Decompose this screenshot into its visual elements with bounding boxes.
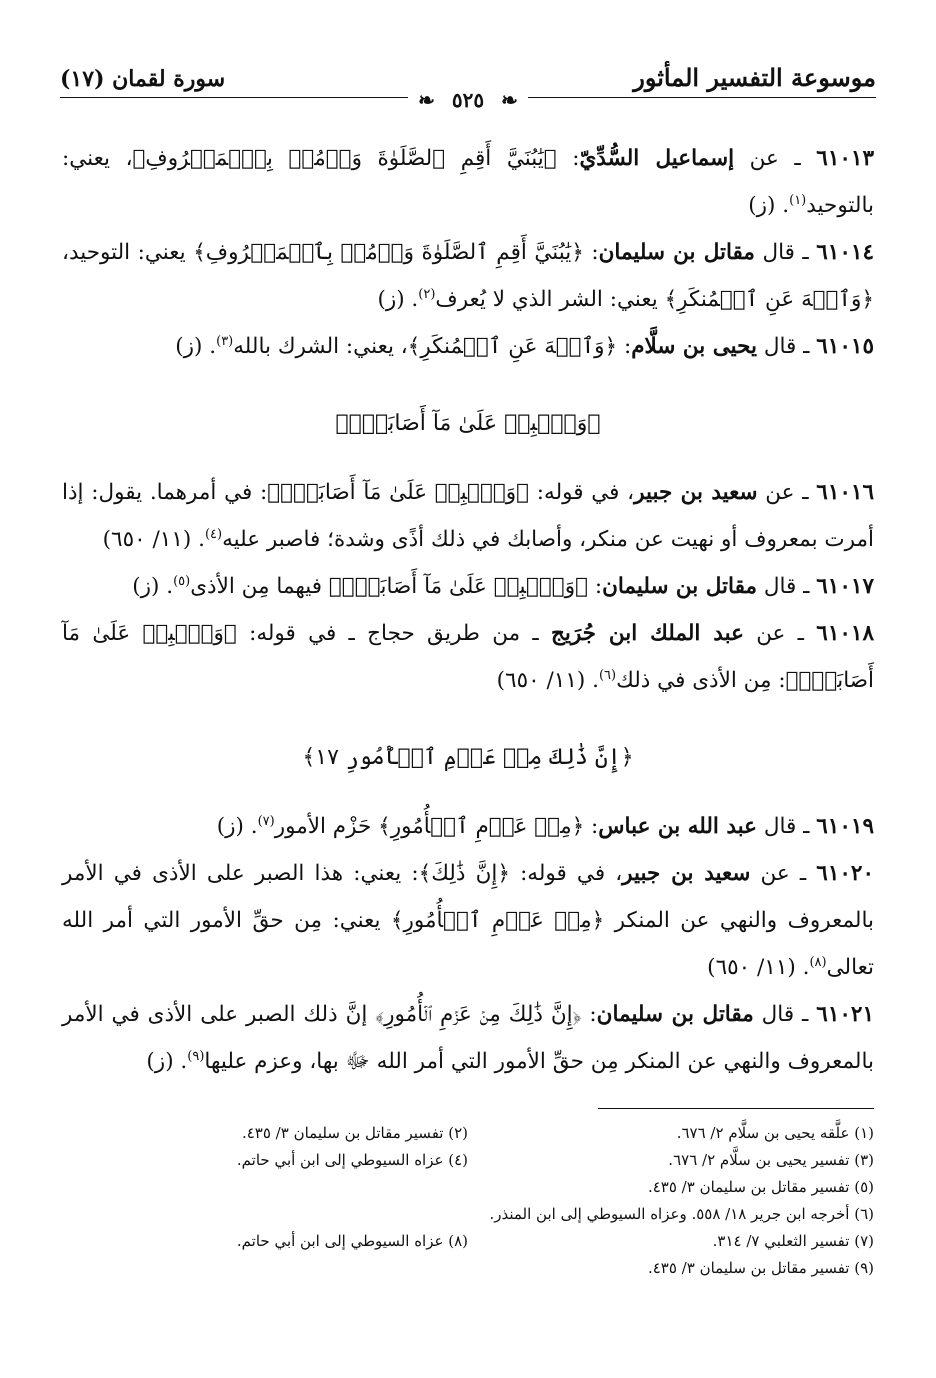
entry-text: يعني: التوحيد،	[62, 240, 194, 265]
quran-quote: ﴿وَٱصۡبِرۡ عَلَىٰ مَآ أَصَابَكَۖ﴾	[62, 621, 874, 693]
footnote-item: (٨) عزاه السيوطي إلى ابن أبي حاتم.	[236, 1232, 468, 1250]
verse-heading: ﴿وَٱصۡبِرۡ عَلَىٰ مَآ أَصَابَكَۖ﴾	[335, 411, 601, 436]
footnote-ref[interactable]: (٣)	[216, 333, 234, 349]
entry-text: يعني: مِن حقِّ الأمور التي أمر الله تعالى	[62, 908, 874, 980]
footnote-divider	[598, 1108, 874, 1109]
narrator-name: يحيى بن سلَّام	[631, 334, 757, 359]
entry-number: ٦١٠٢٠	[816, 861, 875, 886]
entry-source: . (١١/ ٦٥٠)	[707, 955, 810, 980]
entry-source: . (ز)	[175, 334, 217, 359]
page-header	[60, 58, 876, 92]
entry-source: . (١١/ ٦٥٠)	[102, 527, 205, 552]
entry-text: : في أمرهما. يقول: إذا أمرت بمعروف أو نهيت عن منكر، وأصابك في ذلك أذًى وشدة؛ فاصبر عليه	[62, 480, 874, 552]
entry-connector: :	[587, 574, 603, 599]
entry-connector: :	[584, 814, 599, 839]
narrator-name: عبد الله بن عباس	[598, 814, 757, 839]
footnote-item: (٤) عزاه السيوطي إلى ابن أبي حاتم.	[236, 1151, 468, 1169]
entry-intro: ـ عن	[757, 480, 817, 505]
narrator-name: مقاتل بن سليمان	[602, 574, 757, 599]
footnote-item: (٩) تفسير مقاتل بن سليمان ٣/ ٤٣٥.	[647, 1259, 874, 1277]
entry-intro: ـ عن	[734, 146, 817, 171]
entry-text: إنَّ ذلك الصبر على الأذى في الأمر بالمعروف والنهي عن المنكر مِن حقِّ الأمور التي أمر الله ﷻ بها، وعزم عليها	[62, 1002, 874, 1074]
quran-quote: ﴿وَٱصۡبِرۡ عَلَىٰ مَآ أَصَابَكَۖ﴾	[267, 480, 530, 505]
quran-quote: ﴿وَٱصۡبِرۡ عَلَىٰ مَآ أَصَابَكَۖ﴾	[328, 574, 588, 599]
entry-number: ٦١٠١٦	[816, 480, 875, 505]
entry-connector: :	[617, 334, 632, 359]
footnote-item: (٥) تفسير مقاتل بن سليمان ٣/ ٤٣٥.	[647, 1178, 874, 1196]
entry-number: ٦١٠١٧	[816, 574, 874, 599]
footnote-item: (٦) أخرجه ابن جرير ١٨/ ٥٥٨. وعزاه السيوطي إلى ابن المنذر.	[489, 1205, 874, 1223]
entry-number: ٦١٠٢١	[816, 1002, 875, 1027]
footnote-row	[62, 1147, 874, 1174]
entry-intro: ـ عن	[750, 861, 817, 886]
footnote-ref[interactable]: (٧)	[257, 813, 275, 829]
entry-connector: ، في قوله:	[529, 480, 635, 505]
narration-entry	[62, 563, 874, 610]
narrator-name: مقاتل بن سليمان	[596, 1002, 754, 1027]
footnotes-section	[62, 1120, 874, 1282]
entry-text: ، يعني: بالتوحيد	[62, 146, 874, 218]
entry-text: ، يعني: الشرك بالله	[233, 334, 408, 359]
entry-number: ٦١٠١٤	[816, 240, 874, 265]
entry-connector: :	[556, 146, 580, 171]
footnote-row	[62, 1201, 874, 1228]
quran-quote: ﴿إِنَّ ذَٰلِكَ مِنۡ عَزۡمِ ٱلۡأُمُورِ﴾	[375, 1002, 582, 1027]
quran-quote: ﴿إِنَّ ذَٰلِكَ﴾	[418, 861, 510, 886]
footnote-item: (٢) تفسير مقاتل بن سليمان ٣/ ٤٣٥.	[241, 1124, 468, 1142]
narration-entry	[62, 323, 874, 370]
entry-intro: ـ قال	[753, 1002, 817, 1027]
footnote-item: (٧) تفسير الثعلبي ٧/ ٣١٤.	[712, 1232, 874, 1250]
quran-quote: ﴿مِنۡ عَزۡمِ ٱلۡأُمُورِ﴾	[390, 908, 605, 933]
narration-entry	[62, 850, 874, 991]
entry-connector: ، في قوله:	[509, 861, 623, 886]
footnote-item: (٣) تفسير يحيى بن سلَّام ٢/ ٦٧٦.	[668, 1151, 874, 1169]
entry-number: ٦١٠١٣	[816, 146, 875, 171]
footnote-item: (١) علَّقه يحيى بن سلَّام ٢/ ٦٧٦.	[676, 1124, 874, 1142]
entry-connector: :	[581, 1002, 597, 1027]
footnote-ref[interactable]: (٤)	[204, 526, 223, 542]
entry-source: . (١١/ ٦٥٠)	[496, 668, 599, 693]
entry-intro: ـ قال	[754, 240, 817, 265]
entry-source: . (ز)	[377, 287, 419, 312]
page-number: ❧ ٥٢٥ ❧	[408, 88, 528, 112]
entry-intro: ـ عن	[743, 621, 817, 646]
footnote-ref[interactable]: (١)	[789, 192, 807, 208]
verse-heading: ﴿إِنَّ ذَٰلِكَ مِنۡ عَزۡمِ ٱلۡأُمُورِ ١٧﴾	[302, 745, 634, 770]
narration-entry	[62, 469, 874, 563]
narration-entry	[62, 135, 874, 229]
narrator-name: مقاتل بن سليمان	[598, 240, 755, 265]
entry-text: : يعني: هذا الصبر على الأذى في الأمر بالمعروف والنهي عن المنكر	[62, 861, 875, 933]
surah-title: سورة لقمان (١٧)	[60, 66, 226, 92]
narrator-name: عبد الملك ابن جُرَيج	[550, 621, 744, 646]
page-number-container	[0, 88, 936, 112]
entry-text: : مِن الأذى في ذلك	[616, 668, 786, 693]
entry-number: ٦١٠١٥	[816, 334, 874, 359]
entry-source: . (ز)	[132, 574, 174, 599]
entry-source: . (ز)	[216, 814, 258, 839]
footnote-ref[interactable]: (٦)	[598, 667, 617, 683]
footnote-row	[62, 1174, 874, 1201]
entry-connector: :	[583, 240, 599, 265]
main-content	[62, 135, 874, 1085]
entry-number: ٦١٠١٩	[816, 814, 874, 839]
entry-intro: ـ قال	[756, 334, 817, 359]
footnote-row	[62, 1255, 874, 1282]
quran-quote: ﴿يَٰبُنَيَّ أَقِمِ ٱلصَّلَوٰةَ وَأۡمُرۡ بِٱلۡمَعۡرُوفِ﴾	[132, 146, 557, 171]
narration-entry	[62, 229, 874, 323]
footnote-ref[interactable]: (٢)	[418, 286, 436, 302]
footnote-row	[62, 1228, 874, 1255]
entry-source: . (ز)	[748, 193, 790, 218]
entry-text: يعني: الشر الذي لا يُعرف	[435, 287, 665, 312]
narrator-name: إسماعيل السُّدِّيّ	[579, 146, 735, 171]
quran-quote: ﴿يَٰبُنَيَّ أَقِمِ ٱلصَّلَوٰةَ وَأۡمُرۡ بِٱلۡمَعۡرُوفِ﴾	[193, 240, 584, 265]
narrator-name: سعيد بن جبير	[634, 480, 758, 505]
narration-entry	[62, 610, 874, 704]
entry-number: ٦١٠١٨	[816, 621, 875, 646]
footnote-ref[interactable]: (٨)	[809, 954, 827, 970]
entry-intro: ـ قال	[756, 574, 817, 599]
footnote-ref[interactable]: (٥)	[173, 573, 191, 589]
quran-quote: ﴿وَٱنۡهَ عَنِ ٱلۡمُنكَرِ﴾	[407, 334, 618, 359]
narrator-name: سعيد بن جبير	[622, 861, 751, 886]
footnote-ref[interactable]: (٩)	[187, 1048, 205, 1064]
entry-connector: ـ من طريق حجاج ـ في قوله:	[236, 621, 551, 646]
narration-entry	[62, 803, 874, 850]
narration-entry	[62, 991, 874, 1085]
entry-source: . (ز)	[146, 1049, 188, 1074]
entry-intro: ـ قال	[756, 814, 817, 839]
footnote-row	[62, 1120, 874, 1147]
entry-text: فيهما مِن الأذى	[190, 574, 329, 599]
page-number-value: ٥٢٥	[442, 88, 494, 112]
book-title: موسوعة التفسير المأثور	[633, 63, 876, 92]
quran-quote: ﴿مِنۡ عَزۡمِ ٱلۡأُمُورِ﴾	[378, 814, 585, 839]
quran-quote: ﴿وَٱنۡهَ عَنِ ٱلۡمُنكَرِ﴾	[664, 287, 874, 312]
entry-text: حَزْم الأمور	[274, 814, 379, 839]
